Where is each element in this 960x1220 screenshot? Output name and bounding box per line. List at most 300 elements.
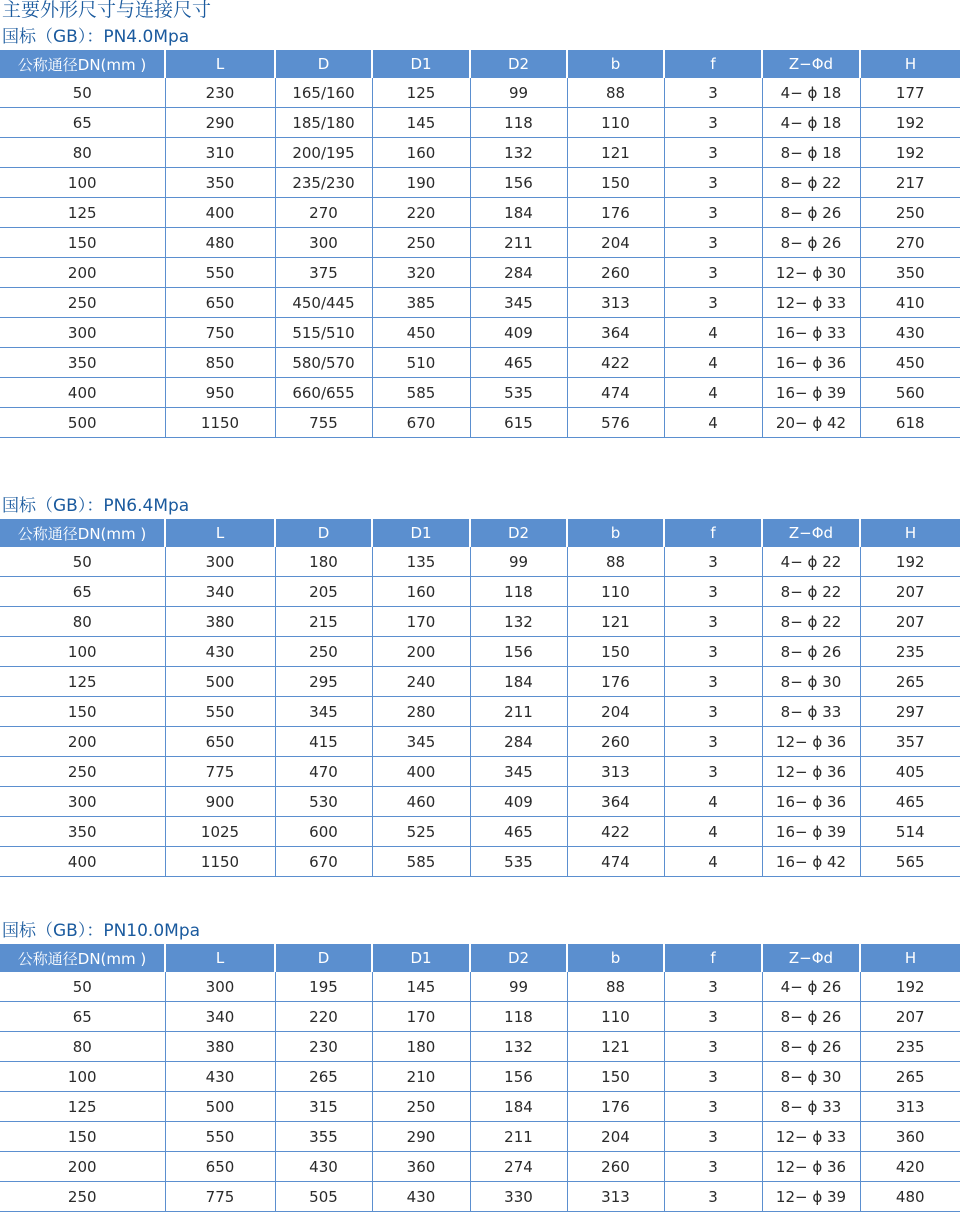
table-cell: 220 [275, 1002, 372, 1032]
table-cell: 176 [567, 198, 664, 228]
column-header: Z−Φd [762, 944, 860, 972]
table-cell: 480 [165, 228, 275, 258]
table-cell: 300 [165, 972, 275, 1002]
table-cell: 297 [860, 697, 960, 727]
table-cell: 400 [0, 378, 165, 408]
table-cell: 650 [165, 727, 275, 757]
table-cell: 211 [470, 1122, 567, 1152]
table-cell: 250 [372, 1092, 470, 1122]
table-cell: 156 [470, 168, 567, 198]
table-cell: 3 [664, 547, 762, 577]
table-cell: 300 [275, 228, 372, 258]
table-cell: 260 [567, 1152, 664, 1182]
table-cell: 150 [567, 168, 664, 198]
column-header: H [860, 519, 960, 547]
table-cell: 12− ϕ 30 [762, 258, 860, 288]
column-header: Z−Φd [762, 50, 860, 78]
table-row [0, 1182, 960, 1212]
column-header: f [664, 944, 762, 972]
table-cell: 50 [0, 972, 165, 1002]
table-cell: 12− ϕ 33 [762, 288, 860, 318]
table-cell: 515/510 [275, 318, 372, 348]
table-cell: 200 [372, 637, 470, 667]
table-cell: 465 [470, 348, 567, 378]
dimension-table [0, 519, 960, 877]
table-cell: 207 [860, 607, 960, 637]
table-row [0, 1122, 960, 1152]
table-cell: 99 [470, 78, 567, 108]
table-row [0, 547, 960, 577]
table-cell: 4− ϕ 18 [762, 78, 860, 108]
table-cell: 535 [470, 847, 567, 877]
table-cell: 900 [165, 787, 275, 817]
table-cell: 775 [165, 757, 275, 787]
table-cell: 345 [372, 727, 470, 757]
table-cell: 400 [372, 757, 470, 787]
table-cell: 270 [860, 228, 960, 258]
table-cell: 450 [372, 318, 470, 348]
table-cell: 345 [470, 288, 567, 318]
table-cell: 250 [0, 1182, 165, 1212]
table-cell: 150 [567, 637, 664, 667]
table-cell: 88 [567, 547, 664, 577]
table-cell: 3 [664, 108, 762, 138]
table-cell: 409 [470, 787, 567, 817]
column-header: D [275, 519, 372, 547]
table-cell: 4− ϕ 22 [762, 547, 860, 577]
table-cell: 3 [664, 1092, 762, 1122]
table-cell: 200 [0, 727, 165, 757]
table-cell: 170 [372, 607, 470, 637]
table-cell: 125 [0, 198, 165, 228]
table-cell: 415 [275, 727, 372, 757]
table-cell: 340 [165, 577, 275, 607]
table-cell: 150 [0, 228, 165, 258]
table-header-row [0, 50, 960, 78]
table-cell: 385 [372, 288, 470, 318]
table-cell: 775 [165, 1182, 275, 1212]
table-cell: 65 [0, 108, 165, 138]
table-cell: 195 [275, 972, 372, 1002]
table-row [0, 228, 960, 258]
table-cell: 118 [470, 577, 567, 607]
dimension-table [0, 50, 960, 438]
table-cell: 505 [275, 1182, 372, 1212]
column-header: b [567, 50, 664, 78]
table-cell: 265 [860, 1062, 960, 1092]
table-cell: 4 [664, 318, 762, 348]
table-cell: 184 [470, 198, 567, 228]
section-title: 国标（GB）：PN6.4Mpa [2, 496, 190, 516]
table-cell: 422 [567, 348, 664, 378]
table-cell: 265 [860, 667, 960, 697]
table-cell: 465 [470, 817, 567, 847]
table-cell: 280 [372, 697, 470, 727]
table-cell: 345 [470, 757, 567, 787]
table-cell: 185/180 [275, 108, 372, 138]
table-cell: 420 [860, 1152, 960, 1182]
column-header: f [664, 50, 762, 78]
column-header: f [664, 519, 762, 547]
table-cell: 1150 [165, 408, 275, 438]
table-row [0, 697, 960, 727]
table-cell: 350 [165, 168, 275, 198]
table-cell: 550 [165, 258, 275, 288]
table-cell: 474 [567, 378, 664, 408]
table-row [0, 727, 960, 757]
column-header: D2 [470, 519, 567, 547]
table-cell: 355 [275, 1122, 372, 1152]
table-cell: 3 [664, 138, 762, 168]
table-cell: 409 [470, 318, 567, 348]
table-cell: 211 [470, 228, 567, 258]
table-cell: 207 [860, 577, 960, 607]
table-cell: 380 [165, 607, 275, 637]
table-cell: 235/230 [275, 168, 372, 198]
table-cell: 184 [470, 1092, 567, 1122]
table-cell: 270 [275, 198, 372, 228]
table-cell: 110 [567, 1002, 664, 1032]
table-cell: 500 [0, 408, 165, 438]
table-cell: 8− ϕ 33 [762, 697, 860, 727]
table-cell: 192 [860, 972, 960, 1002]
table-cell: 132 [470, 607, 567, 637]
spec-section-pn10 [0, 918, 960, 1212]
table-row [0, 378, 960, 408]
column-header: D [275, 944, 372, 972]
table-cell: 400 [0, 847, 165, 877]
table-cell: 360 [860, 1122, 960, 1152]
table-cell: 118 [470, 1002, 567, 1032]
table-cell: 135 [372, 547, 470, 577]
table-cell: 4 [664, 787, 762, 817]
table-cell: 150 [0, 1122, 165, 1152]
table-cell: 8− ϕ 18 [762, 138, 860, 168]
column-header: D1 [372, 519, 470, 547]
table-cell: 300 [0, 318, 165, 348]
table-cell: 204 [567, 1122, 664, 1152]
section-title: 国标（GB）：PN4.0Mpa [2, 27, 190, 47]
table-cell: 430 [165, 1062, 275, 1092]
table-cell: 160 [372, 138, 470, 168]
column-header: L [165, 944, 275, 972]
column-header: D2 [470, 50, 567, 78]
table-cell: 650 [165, 288, 275, 318]
table-cell: 4 [664, 847, 762, 877]
table-cell: 510 [372, 348, 470, 378]
table-cell: 265 [275, 1062, 372, 1092]
table-cell: 230 [275, 1032, 372, 1062]
table-row [0, 1002, 960, 1032]
table-cell: 670 [372, 408, 470, 438]
table-cell: 184 [470, 667, 567, 697]
table-cell: 230 [165, 78, 275, 108]
table-cell: 313 [567, 1182, 664, 1212]
table-cell: 3 [664, 258, 762, 288]
table-cell: 205 [275, 577, 372, 607]
table-cell: 315 [275, 1092, 372, 1122]
table-cell: 12− ϕ 39 [762, 1182, 860, 1212]
table-cell: 670 [275, 847, 372, 877]
table-cell: 474 [567, 847, 664, 877]
table-cell: 470 [275, 757, 372, 787]
table-cell: 8− ϕ 22 [762, 168, 860, 198]
table-cell: 80 [0, 1032, 165, 1062]
table-cell: 430 [165, 637, 275, 667]
table-cell: 110 [567, 577, 664, 607]
table-cell: 180 [372, 1032, 470, 1062]
section-title: 国标（GB）：PN10.0Mpa [2, 921, 201, 941]
column-header: b [567, 944, 664, 972]
table-cell: 550 [165, 697, 275, 727]
table-cell: 65 [0, 577, 165, 607]
table-row [0, 1152, 960, 1182]
table-cell: 600 [275, 817, 372, 847]
column-header: 公称通径DN(mm ) [0, 50, 165, 78]
table-row [0, 787, 960, 817]
table-cell: 4 [664, 348, 762, 378]
table-cell: 50 [0, 78, 165, 108]
column-header: 公称通径DN(mm ) [0, 944, 165, 972]
column-header: Z−Φd [762, 519, 860, 547]
table-cell: 192 [860, 108, 960, 138]
table-cell: 405 [860, 757, 960, 787]
table-cell: 207 [860, 1002, 960, 1032]
table-cell: 560 [860, 378, 960, 408]
table-cell: 12− ϕ 36 [762, 757, 860, 787]
table-cell: 88 [567, 972, 664, 1002]
table-row [0, 138, 960, 168]
table-cell: 755 [275, 408, 372, 438]
table-cell: 20− ϕ 42 [762, 408, 860, 438]
table-cell: 217 [860, 168, 960, 198]
table-cell: 8− ϕ 26 [762, 198, 860, 228]
column-header: D2 [470, 944, 567, 972]
table-cell: 284 [470, 258, 567, 288]
table-cell: 8− ϕ 30 [762, 1062, 860, 1092]
table-cell: 550 [165, 1122, 275, 1152]
table-cell: 110 [567, 108, 664, 138]
table-cell: 360 [372, 1152, 470, 1182]
table-cell: 350 [860, 258, 960, 288]
table-cell: 3 [664, 1002, 762, 1032]
table-cell: 615 [470, 408, 567, 438]
table-row [0, 78, 960, 108]
table-cell: 211 [470, 697, 567, 727]
table-cell: 310 [165, 138, 275, 168]
table-cell: 3 [664, 1032, 762, 1062]
table-cell: 200 [0, 1152, 165, 1182]
table-cell: 100 [0, 637, 165, 667]
table-header-row [0, 944, 960, 972]
table-row [0, 1032, 960, 1062]
table-cell: 950 [165, 378, 275, 408]
table-cell: 16− ϕ 33 [762, 318, 860, 348]
table-cell: 121 [567, 1032, 664, 1062]
table-cell: 170 [372, 1002, 470, 1032]
table-cell: 260 [567, 727, 664, 757]
table-cell: 400 [165, 198, 275, 228]
table-row [0, 607, 960, 637]
table-cell: 585 [372, 847, 470, 877]
table-row [0, 757, 960, 787]
table-cell: 210 [372, 1062, 470, 1092]
table-cell: 80 [0, 607, 165, 637]
table-cell: 8− ϕ 30 [762, 667, 860, 697]
table-cell: 235 [860, 637, 960, 667]
table-cell: 3 [664, 288, 762, 318]
table-cell: 118 [470, 108, 567, 138]
table-cell: 192 [860, 547, 960, 577]
table-cell: 576 [567, 408, 664, 438]
table-cell: 3 [664, 972, 762, 1002]
table-row [0, 667, 960, 697]
table-cell: 4 [664, 817, 762, 847]
column-header: D1 [372, 944, 470, 972]
table-cell: 530 [275, 787, 372, 817]
table-cell: 3 [664, 1152, 762, 1182]
table-cell: 585 [372, 378, 470, 408]
table-cell: 150 [0, 697, 165, 727]
table-cell: 235 [860, 1032, 960, 1062]
table-cell: 65 [0, 1002, 165, 1032]
table-cell: 8− ϕ 26 [762, 1032, 860, 1062]
column-header: H [860, 50, 960, 78]
table-cell: 200 [0, 258, 165, 288]
table-cell: 8− ϕ 22 [762, 607, 860, 637]
table-cell: 3 [664, 1062, 762, 1092]
table-cell: 500 [165, 667, 275, 697]
table-cell: 145 [372, 972, 470, 1002]
table-cell: 16− ϕ 39 [762, 817, 860, 847]
table-cell: 99 [470, 972, 567, 1002]
table-cell: 12− ϕ 36 [762, 1152, 860, 1182]
table-cell: 430 [372, 1182, 470, 1212]
table-cell: 450 [860, 348, 960, 378]
table-cell: 3 [664, 198, 762, 228]
column-header: L [165, 50, 275, 78]
table-cell: 132 [470, 1032, 567, 1062]
table-cell: 320 [372, 258, 470, 288]
table-cell: 3 [664, 1182, 762, 1212]
table-cell: 16− ϕ 36 [762, 787, 860, 817]
table-cell: 284 [470, 727, 567, 757]
table-cell: 4 [664, 378, 762, 408]
table-cell: 650 [165, 1152, 275, 1182]
column-header: H [860, 944, 960, 972]
table-cell: 180 [275, 547, 372, 577]
table-cell: 3 [664, 637, 762, 667]
table-cell: 313 [567, 757, 664, 787]
table-cell: 300 [0, 787, 165, 817]
table-cell: 16− ϕ 39 [762, 378, 860, 408]
table-cell: 250 [860, 198, 960, 228]
table-cell: 16− ϕ 36 [762, 348, 860, 378]
table-cell: 156 [470, 1062, 567, 1092]
table-cell: 357 [860, 727, 960, 757]
table-cell: 250 [372, 228, 470, 258]
table-cell: 618 [860, 408, 960, 438]
column-header: D [275, 50, 372, 78]
table-cell: 514 [860, 817, 960, 847]
table-cell: 204 [567, 228, 664, 258]
table-cell: 204 [567, 697, 664, 727]
table-row [0, 817, 960, 847]
table-cell: 12− ϕ 33 [762, 1122, 860, 1152]
table-cell: 450/445 [275, 288, 372, 318]
table-cell: 565 [860, 847, 960, 877]
table-cell: 8− ϕ 26 [762, 637, 860, 667]
table-cell: 3 [664, 727, 762, 757]
table-cell: 8− ϕ 33 [762, 1092, 860, 1122]
table-cell: 125 [372, 78, 470, 108]
table-cell: 190 [372, 168, 470, 198]
table-cell: 345 [275, 697, 372, 727]
table-cell: 3 [664, 607, 762, 637]
table-cell: 465 [860, 787, 960, 817]
table-cell: 313 [860, 1092, 960, 1122]
table-cell: 50 [0, 547, 165, 577]
table-cell: 160 [372, 577, 470, 607]
table-cell: 313 [567, 288, 664, 318]
table-cell: 121 [567, 138, 664, 168]
dimension-table [0, 944, 960, 1212]
column-header: L [165, 519, 275, 547]
table-cell: 274 [470, 1152, 567, 1182]
table-row [0, 168, 960, 198]
table-cell: 750 [165, 318, 275, 348]
table-row [0, 847, 960, 877]
table-cell: 410 [860, 288, 960, 318]
table-cell: 8− ϕ 22 [762, 577, 860, 607]
page-title: 主要外形尺寸与连接尺寸 [2, 0, 212, 21]
table-cell: 460 [372, 787, 470, 817]
table-cell: 430 [275, 1152, 372, 1182]
table-cell: 1150 [165, 847, 275, 877]
table-cell: 156 [470, 637, 567, 667]
column-header: b [567, 519, 664, 547]
spec-section-pn6-4 [0, 493, 960, 877]
table-cell: 250 [0, 288, 165, 318]
table-cell: 535 [470, 378, 567, 408]
table-row [0, 288, 960, 318]
table-cell: 3 [664, 78, 762, 108]
table-cell: 480 [860, 1182, 960, 1212]
table-cell: 1025 [165, 817, 275, 847]
table-cell: 364 [567, 787, 664, 817]
table-header-row [0, 519, 960, 547]
table-row [0, 577, 960, 607]
table-cell: 500 [165, 1092, 275, 1122]
table-cell: 4− ϕ 26 [762, 972, 860, 1002]
table-row [0, 258, 960, 288]
table-cell: 125 [0, 667, 165, 697]
table-cell: 350 [0, 348, 165, 378]
table-cell: 295 [275, 667, 372, 697]
table-cell: 176 [567, 1092, 664, 1122]
table-cell: 3 [664, 667, 762, 697]
table-cell: 3 [664, 577, 762, 607]
table-cell: 380 [165, 1032, 275, 1062]
table-cell: 3 [664, 228, 762, 258]
table-cell: 150 [567, 1062, 664, 1092]
table-cell: 125 [0, 1092, 165, 1122]
table-cell: 430 [860, 318, 960, 348]
table-cell: 100 [0, 168, 165, 198]
table-cell: 364 [567, 318, 664, 348]
column-header: 公称通径DN(mm ) [0, 519, 165, 547]
table-cell: 8− ϕ 26 [762, 228, 860, 258]
